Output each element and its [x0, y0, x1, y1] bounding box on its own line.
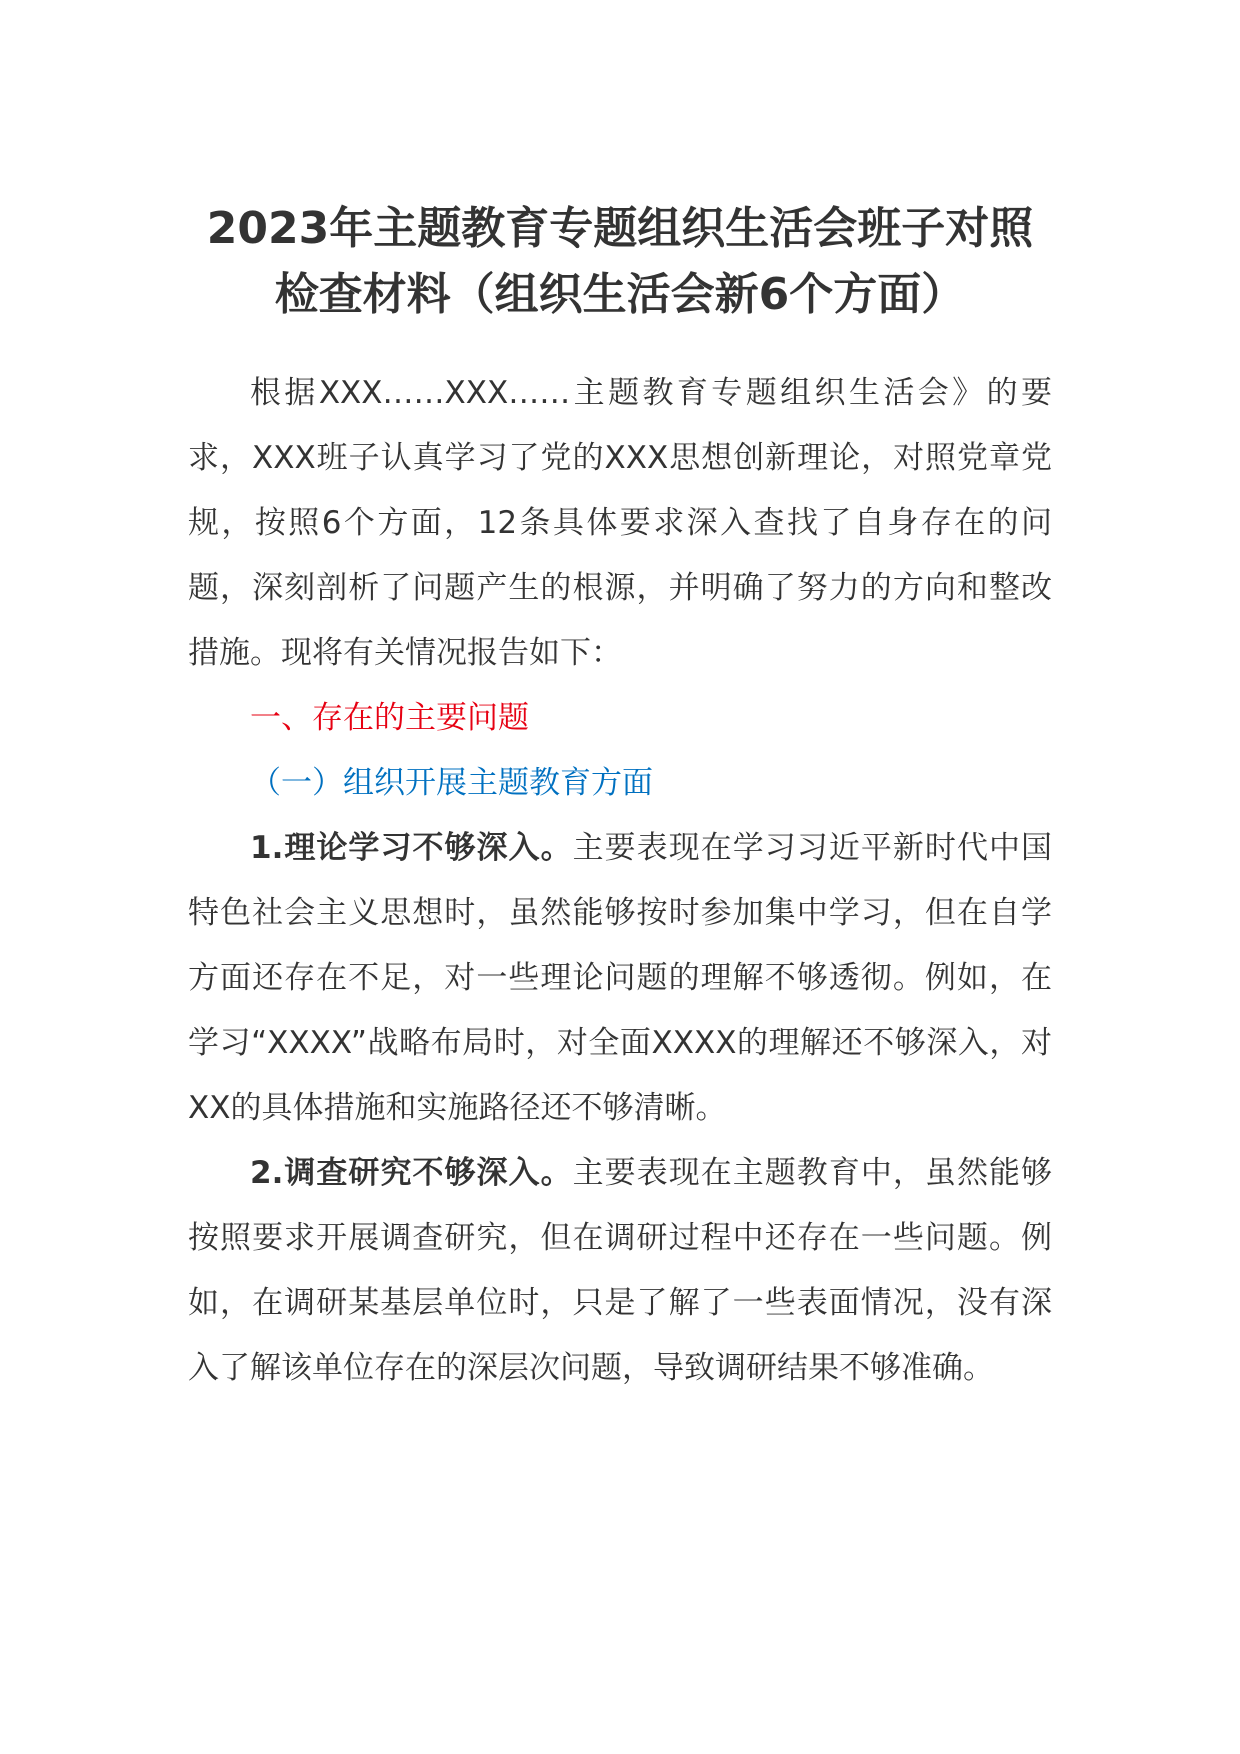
section-heading-1: 一、存在的主要问题: [250, 700, 529, 736]
item-paragraph-2: [188, 1141, 1052, 1401]
subsection-heading-1: （一）组织开展主题教育方面: [250, 765, 653, 801]
item-lead-1: 1.理论学习不够深入。: [250, 830, 573, 866]
item-text-2: 主要表现在主题教育中，虽然能够按照要求开展调查研究，但在调研过程中还存在一些问题。例如，在调研某基层单位时，只是了解了一些表面情况，没有深入了解该单位存在的深层次问题，导致调研结果不够准确。: [188, 1155, 1052, 1386]
intro-paragraph: 根据XXX……XXX……主题教育专题组织生活会》的要求，XXX班子认真学习了党的XXX思想创新理论，对照党章党规，按照6个方面，12条具体要求深入查找了自身存在的问题，深刻剖析了问题产生的根源，并明确了努力的方向和整改措施。现将有关情况报告如下：: [188, 375, 1052, 671]
document-body: [188, 361, 1052, 1401]
item-text-1: 主要表现在学习习近平新时代中国特色社会主义思想时，虽然能够按时参加集中学习，但在自学方面还存在不足，对一些理论问题的理解不够透彻。例如，在学习“XXXX”战略布局时，对全面XXXX的理解还不够深入，对XX的具体措施和实施路径还不够清晰。: [188, 830, 1052, 1126]
item-paragraph-1: [188, 816, 1052, 1141]
title-line-1: 2023年主题教育专题组织生活会班子对照: [206, 203, 1034, 254]
title-line-2: 检查材料（组织生活会新6个方面）: [274, 269, 966, 320]
document-title: [190, 196, 1050, 328]
item-lead-2: 2.调查研究不够深入。: [250, 1155, 573, 1191]
